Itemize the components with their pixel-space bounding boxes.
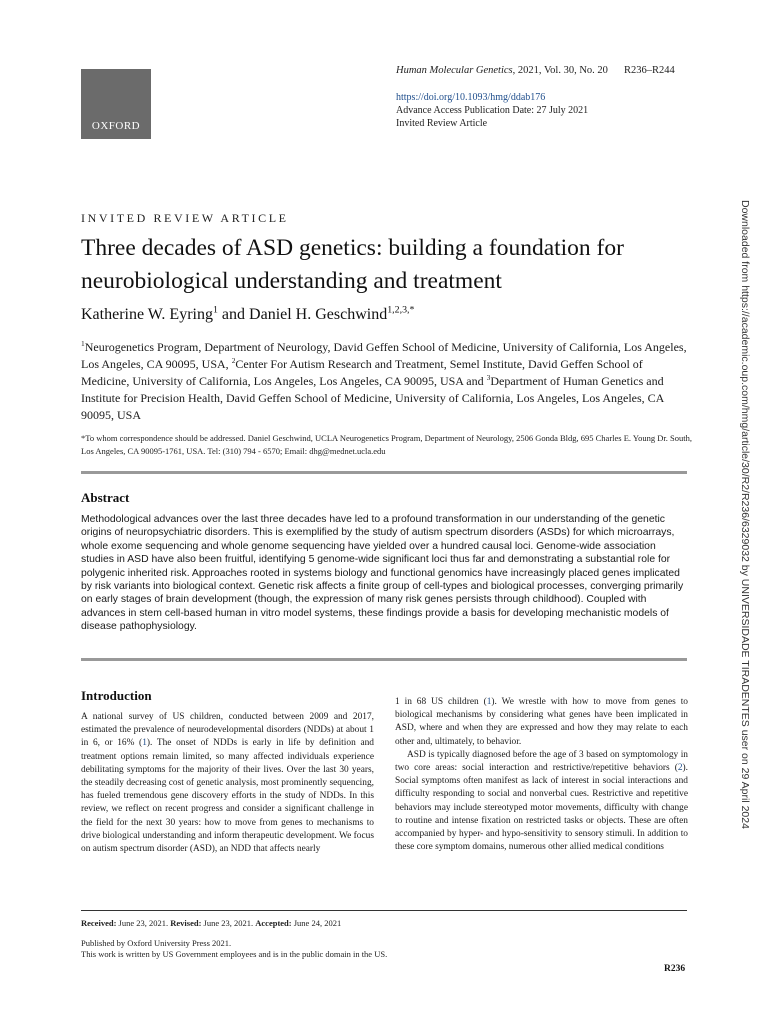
affiliation-marker: 1 <box>81 339 85 348</box>
footer-divider <box>81 910 687 911</box>
received-date: June 23, 2021. <box>118 918 169 928</box>
journal-citation <box>396 64 696 77</box>
correspondence-note: *To whom correspondence should be addressed. Daniel Geschwind, UCLA Neurogenetics Program, Department of Neurology, 2506 Gonda Bldg, 695 Charles E. Young Dr. South, Los Angeles, CA 90095-1761, USA. Tel: (310) 794 - 6570; Email: dhg@mednet.ucla.edu <box>81 433 692 456</box>
author-joiner: and <box>217 306 250 323</box>
abstract-heading: Abstract <box>81 490 130 505</box>
publisher-line: Published by Oxford University Press 2021. <box>81 938 232 948</box>
divider-top <box>81 471 687 474</box>
text-run: 1 in 68 US children ( <box>395 697 487 707</box>
text-run: ASD is typically diagnosed before the age of 3 based on symptomology in two core areas: social interaction and restrictive/repetitive behaviors ( <box>395 749 688 774</box>
text-run: ). Social symptoms often manifest as lack of interest in social interactions and difficulty responding to social and nonverbal cues. Restrictive and repetitive behaviors may include stereotyped motor movements, difficulty with change to routine and intense fixation on restricted tasks or objects. These are often accompanied by hyper- and hypo-sensitivity to sensory stimuli. In addition to these core symptom domains, numerous other allied medical conditions <box>395 763 688 853</box>
text-run: ). The onset of NDDs is early in life by definition and treatment options remain limited, so many affected individuals experience debilitating symptoms for the majority of their lives. Over the last 30 years, the steadily decreasing cost of genetic analysis, most prominently sequencing, has fueled tremendous gene discovery efforts in the study of NDDs. In this review, we reflect on recent progress and consider a significant challenge in the field for the next 30 years: how to move from genes to mechanisms to drive biological understanding and inform therapeutic development. We focus on autism spectrum disorder (ASD), an NDD that affects nearly <box>81 738 374 855</box>
affiliation-marker: 3 <box>486 373 491 382</box>
paragraph <box>395 696 688 749</box>
author-name: Katherine W. Eyring <box>81 306 213 323</box>
revised-label: Revised: <box>170 918 202 928</box>
accepted-date: June 24, 2021 <box>293 918 342 928</box>
affiliation-text: Neurogenetics Program, Department of Neurology, David Geffen School of Medicine, University of California, Los Angeles, Los Angeles, CA 90095, USA, <box>81 340 687 371</box>
article-title: Three decades of ASD genetics: building a foundation for neurobiological understanding and treatment <box>81 235 624 294</box>
citation-link[interactable]: 1 <box>142 738 147 749</box>
affiliation-marker: 2 <box>231 356 236 365</box>
author-affiliation-marker: 1 <box>212 304 218 316</box>
right-column <box>395 696 688 854</box>
introduction-heading: Introduction <box>81 688 152 703</box>
citation-link[interactable]: 2 <box>677 763 683 774</box>
affiliation-text: Department of Human Genetics and Institute for Precision Health, David Geffen School of Medicine, University of California, Los Angeles, Los Angeles, CA 90095, USA <box>81 374 664 422</box>
journal-pages: R236–R244 <box>623 65 675 76</box>
page-number: R236 <box>664 964 686 974</box>
publisher-info <box>81 938 681 960</box>
paragraph <box>81 711 374 856</box>
journal-details: , 2021, Vol. 30, No. 20 <box>512 65 608 76</box>
journal-name: Human Molecular Genetics <box>396 65 513 76</box>
abstract-text: Methodological advances over the last three decades have led to a profound transformation in our understanding of the genetic origins of neuropsychiatric disorders. This is exemplified by the study of autism spectrum disorders (ASDs) for which microarrays, whole exome sequencing and whole genome sequencing have yielded over a hundred causal loci. Genome-wide association studies in ASD have also been fruitful, identifying 5 genome-wide significant loci thus far and demonstrating a substantial role for polygenic inherited risk. Approaches rooted in systems biology and functional genomics have increasingly placed genes implicated by risk variants into biological context. Genetic risk affects a finite group of cell-types and biological processes, converging primarily on early stages of brain development (though, the expression of many risk genes persists through childhood). Coupled with advances in stem cell-based human in vitro model systems, these findings provide a basis for developing mechanistic models of disease pathophysiology. <box>81 514 684 633</box>
download-watermark: Downloaded from https://academic.oup.com/hmg/article/30/R2/R236/6329032 by UNIVERSIDADE TIRADENTES user on 29 April 2024 <box>739 200 751 829</box>
revised-date: June 23, 2021. <box>203 918 254 928</box>
doi-link[interactable]: https://doi.org/10.1093/hmg/ddab176 <box>396 92 546 103</box>
citation-link[interactable]: 1 <box>486 697 492 707</box>
left-column <box>81 711 374 856</box>
author-name: Daniel H. Geschwind <box>249 306 388 323</box>
article-type: Invited Review Article <box>396 118 488 129</box>
access-date: Advance Access Publication Date: 27 July 2021 <box>396 105 589 116</box>
text-run: ). We wrestle with how to move from genes to biological mechanisms by considering what genes have been implicated in ASD, where and when they are expressed and how they may relate to each other and, ultimately, to behavior. <box>395 697 688 747</box>
received-label: Received: <box>81 918 117 928</box>
divider-bottom <box>81 658 687 661</box>
affiliations <box>81 339 693 424</box>
affiliation-text: Center For Autism Research and Treatment, Semel Institute, David Geffen School of Medicine, University of California, Los Angeles, Los Angeles, CA 90095, USA and <box>81 357 643 388</box>
author-affiliation-marker: 1,2,3,* <box>387 304 415 316</box>
journal-meta <box>396 64 696 130</box>
paragraph <box>395 749 688 855</box>
article-dates <box>81 918 341 928</box>
accepted-label: Accepted: <box>255 918 292 928</box>
author-list <box>81 306 701 324</box>
logo-text: OXFORD <box>91 120 141 132</box>
text-run: A national survey of US children, conducted between 2009 and 2017, estimated the prevalence of neurodevelopmental disorders (NDDs) at about 1 in 6, or 16% ( <box>81 712 374 749</box>
section-label: INVITED REVIEW ARTICLE <box>81 211 289 225</box>
license-line: This work is written by US Government employees and is in the public domain in the US. <box>81 949 388 959</box>
oxford-logo <box>81 69 151 139</box>
